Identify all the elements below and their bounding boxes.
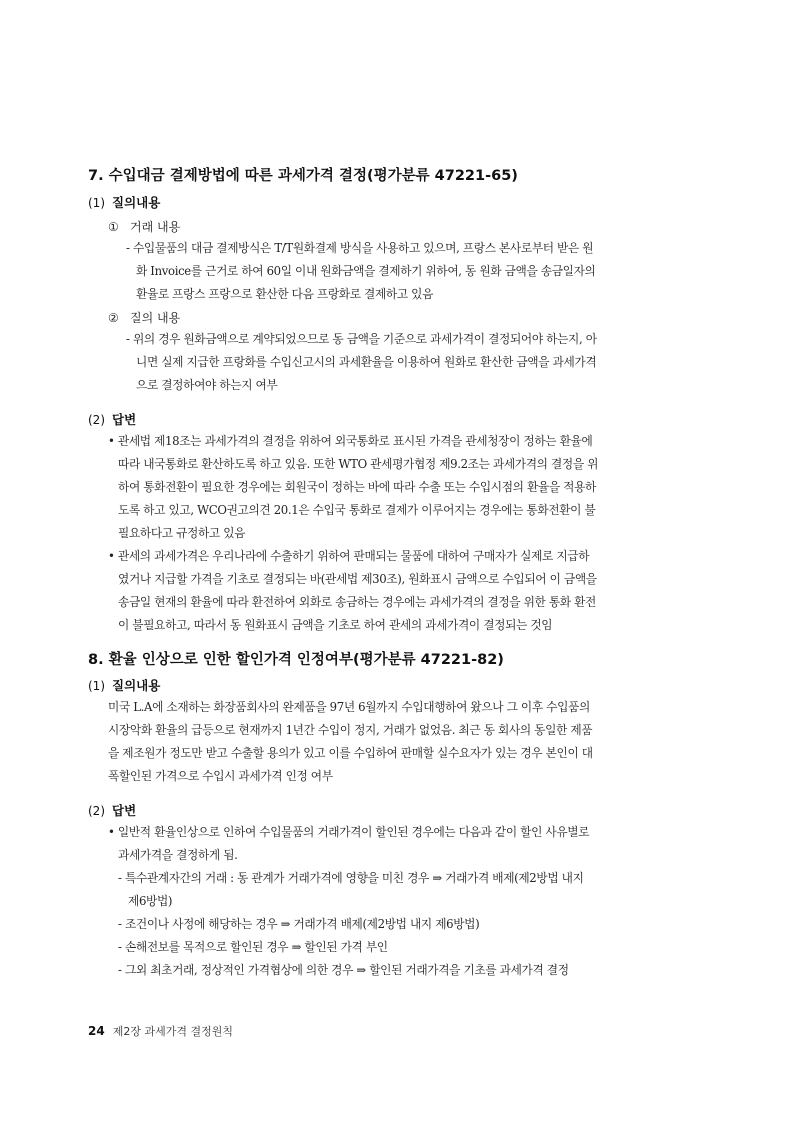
answer-label: 답변 [112, 412, 137, 427]
dash-line: - 특수관계자간의 거래 : 동 관계가 거래가격에 영향을 미친 경우 ⇒ 거래가격 배제(제2방법 내지 [118, 871, 584, 885]
text-line: 도록 하고 있고, WCO권고의견 20.1은 수입국 통화로 결제가 이루어지는 경우에는 통화전환이 불 [118, 503, 596, 517]
text-line: 따라 내국통화로 환산하도록 하고 있음. 또한 WTO 관세평가협정 제9.2조는 과세가격의 결정을 위 [118, 457, 599, 471]
section-8-heading: 8. 환율 인상으로 인한 할인가격 인정여부(평가분류 47221-82) [88, 652, 504, 668]
chapter-title: 제2장 과세가격 결정원칙 [112, 1025, 233, 1038]
item-1-heading [108, 218, 180, 235]
text-line: 미국 L.A에 소재하는 화장품회사의 완제품을 97년 6월까지 수입대행하여 왔으나 그 이후 수입품의 [108, 700, 590, 714]
text-line: 환율로 프랑스 프랑으로 환산한 다음 프랑화로 결제하고 있음 [136, 287, 434, 301]
circled-two-marker: ② [108, 311, 119, 325]
text-line: 필요하다고 규정하고 있음 [118, 526, 246, 540]
dash-line: - 손해전보를 목적으로 할인된 경우 ⇒ 할인된 가격 부인 [118, 940, 388, 954]
answer-number: (2) [88, 804, 105, 818]
text-line: 과세가격을 결정하게 됨. [118, 848, 238, 862]
text-line: 송금일 현재의 환율에 따라 환전하여 외화로 송금하는 경우에는 과세가격의 결정을 위한 통화 환전 [118, 595, 596, 609]
answer-number: (2) [88, 413, 105, 427]
section-8-answer-heading [88, 801, 136, 819]
question-number: (1) [88, 679, 105, 693]
text-line: 시장악화 환율의 급등으로 현재까지 1년간 수입이 정지, 거래가 없었음. 최근 동 회사의 동일한 제품 [108, 723, 593, 737]
text-line: 하여 통화전환이 필요한 경우에는 회원국이 정하는 바에 따라 수출 또는 수입시점의 환율을 적용하 [118, 480, 596, 494]
item-2-heading [108, 309, 180, 326]
text-line: 이 불필요하고, 따라서 동 원화표시 금액을 기초로 하여 관세의 과세가격이 결정되는 것임 [118, 618, 553, 632]
text-line: 제6방법) [128, 894, 173, 908]
question-number: (1) [88, 196, 105, 210]
bullet-line: • 관세의 과세가격은 우리나라에 수출하기 위하여 판매되는 물품에 대하여 구매자가 실제로 지급하 [108, 549, 590, 563]
bullet-line: • 관세법 제18조는 과세가격의 결정을 위하여 외국통화로 표시된 가격을 관세청장이 정하는 환율에 [108, 434, 593, 448]
text-line: - 수입물품의 대금 결제방식은 T/T원화결제 방식을 사용하고 있으며, 프랑스 본사로부터 받은 원 [126, 241, 594, 255]
text-line: 을 제조원가 정도만 받고 수출할 용의가 있고 이를 수입하여 판매할 실수요자가 있는 경우 본인이 대 [108, 746, 593, 760]
question-label: 질의내용 [112, 678, 161, 693]
text-line: - 위의 경우 원화금액으로 계약되었으므로 동 금액을 기준으로 과세가격이 결정되어야 하는지, 아 [126, 332, 597, 346]
item-1-label: 거래 내용 [130, 220, 181, 234]
text-line: 였거나 지급할 가격을 기초로 결정되는 바(관세법 제30조), 원화표시 금액으로 수입되어 이 금액을 [118, 572, 597, 586]
item-2-label: 질의 내용 [130, 311, 181, 325]
section-7-answer-heading [88, 410, 136, 428]
text-line: 화 Invoice를 근거로 하여 60일 이내 원화금액을 결제하기 위하여, 동 원화 금액을 송금일자의 [136, 264, 596, 278]
section-7-question-heading [88, 193, 160, 211]
section-7-heading: 7. 수입대금 결제방법에 따른 과세가격 결정(평가분류 47221-65) [88, 168, 518, 184]
text-line: 폭할인된 가격으로 수입시 과세가격 인정 여부 [108, 769, 333, 783]
question-label: 질의내용 [112, 195, 161, 210]
page-footer [88, 1023, 233, 1039]
page-number: 24 [88, 1024, 105, 1038]
text-line: 니면 실제 지급한 프랑화를 수입신고시의 과세환율을 이용하여 원화로 환산한 금액을 과세가격 [136, 355, 597, 369]
section-8-question-heading [88, 676, 160, 694]
dash-line: - 그외 최초거래, 정상적인 가격협상에 의한 경우 ⇒ 할인된 거래가격을 기초를 과세가격 결정 [118, 963, 569, 977]
bullet-line: • 일반적 환율인상으로 인하여 수입물품의 거래가격이 할인된 경우에는 다음과 같이 할인 사유별로 [108, 825, 590, 839]
answer-label: 답변 [112, 803, 137, 818]
text-line: 으로 결정하여야 하는지 여부 [136, 378, 278, 392]
dash-line: - 조건이나 사정에 해당하는 경우 ⇒ 거래가격 배제(제2방법 내지 제6방법) [118, 917, 480, 931]
circled-one-marker: ① [108, 220, 119, 234]
